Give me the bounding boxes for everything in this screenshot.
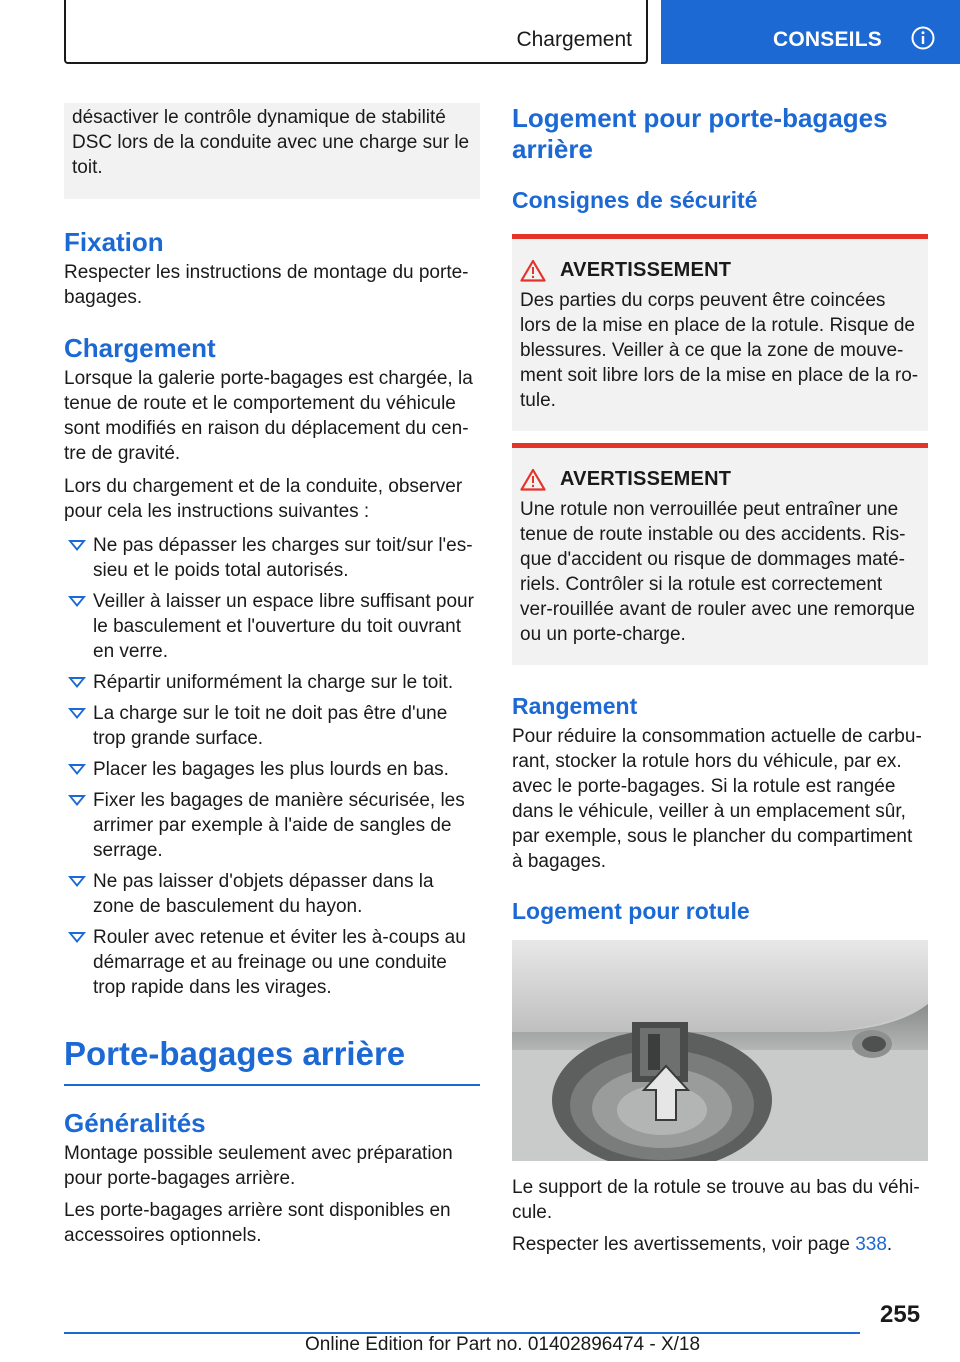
rangement-heading: Rangement [512, 693, 638, 719]
footer-edition: Online Edition for Part no. 01402896474 - X/18 [305, 1334, 701, 1355]
instruction-list [64, 533, 480, 1000]
warning-title: AVERTISSEMENT [560, 468, 732, 490]
generalites-paragraph-1: Montage possible seulement avec préparation pour porte-bagages arrière. [64, 1143, 453, 1189]
section-heading: Porte-bagages arrière [64, 1035, 406, 1072]
generalites-heading: Généralités [64, 1108, 206, 1138]
warning-title: AVERTISSEMENT [560, 259, 732, 281]
list-item: Veiller à laisser un espace libre suffisant pour le basculement et l'ouverture du toit ouvrant en verre. [64, 589, 480, 664]
warning-triangle-icon [520, 259, 546, 282]
fixation-text: Respecter les instructions de montage du porte-bagages. [64, 262, 469, 308]
warning-box [512, 234, 928, 431]
left-column [64, 103, 480, 1248]
tab-conseils-label: CONSEILS [773, 28, 882, 51]
header-chapter-box [64, 0, 648, 64]
info-circle-icon[interactable] [911, 26, 935, 50]
reference-text: Respecter les avertissements, voir page 338. [512, 1234, 893, 1255]
list-item: Répartir uniformément la charge sur le toit. [64, 670, 480, 695]
bullet-triangle-icon [68, 764, 86, 775]
list-item: Fixer les bagages de manière sécurisée, les arrimer par exemple à l'aide de sangles de serrage. [64, 788, 480, 863]
bullet-triangle-icon [68, 677, 86, 688]
consignes-heading: Consignes de sécurité [512, 187, 758, 213]
fixation-heading: Fixation [64, 227, 164, 257]
bullet-triangle-icon [68, 932, 86, 943]
bullet-triangle-icon [68, 540, 86, 551]
bullet-triangle-icon [68, 876, 86, 887]
note-text: désactiver le contrôle dynamique de stabilité DSC lors de la conduite avec une charge sur le toit. [72, 107, 470, 178]
warning-box [512, 443, 928, 665]
generalites-paragraph-2: Les porte-bagages arrière sont disponibles en accessoires optionnels. [64, 1200, 451, 1246]
list-item: Ne pas laisser d'objets dépasser dans la zone de basculement du hayon. [64, 869, 480, 919]
page-link[interactable]: 338 [855, 1234, 887, 1255]
chargement-paragraph-1: Lorsque la galerie porte-bagages est chargée, la tenue de route et le comportement du véhicule sont modifiés en raison du déplacement du cen-tre de gravité. [64, 368, 473, 464]
chargement-paragraph-2: Lors du chargement et de la conduite, observer pour cela les instructions suivantes : [64, 476, 463, 522]
list-item: Placer les bagages les plus lourds en bas. [64, 757, 480, 782]
list-item: Ne pas dépasser les charges sur toit/sur l'es-sieu et le poids total autorisés. [64, 533, 480, 583]
note-box [64, 103, 480, 199]
warning-text: Une rotule non verrouillée peut entraîner une tenue de route instable ou des accidents. Ris-que d'accident ou risque de dommages maté-riels. Contrôler si la rotule est correctement ver-rouillée avant de rouler avec une remorque ou un porte-charge. [520, 499, 915, 645]
right-column [512, 103, 928, 1257]
list-item: Rouler avec retenue et éviter les à-coups au démarrage et au freinage ou une conduite trop rapide dans les virages. [64, 925, 480, 1000]
chargement-heading: Chargement [64, 333, 216, 363]
warning-triangle-icon [520, 468, 546, 491]
rangement-text: Pour réduire la consommation actuelle de carbu-rant, stocker la rotule hors du véhicule, par ex. avec le porte-bagages. Si la rotule est rangée dans le véhicule, veiller à un emplacement sûr, par exemple, sous le plancher du compartiment à bagages. [512, 726, 922, 872]
towbar-mount-photo [512, 940, 928, 1161]
tab-conseils[interactable] [661, 0, 960, 64]
page-number: 255 [880, 1301, 921, 1328]
chapter-title: Chargement [516, 28, 632, 51]
bullet-triangle-icon [68, 708, 86, 719]
logement-heading: Logement pour rotule [512, 898, 750, 924]
warning-text: Des parties du corps peuvent être coincées lors de la mise en place de la rotule. Risque de blessures. Veiller à ce que la zone de mouve-ment soit libre lors de la mise en place de la ro-tule. [520, 290, 919, 411]
photo-caption: Le support de la rotule se trouve au bas du véhi-cule. [512, 1177, 920, 1223]
right-heading: Logement pour porte-bagages arrière [512, 103, 888, 164]
bullet-triangle-icon [68, 795, 86, 806]
list-item: La charge sur le toit ne doit pas être d'une trop grande surface. [64, 701, 480, 751]
bullet-triangle-icon [68, 596, 86, 607]
